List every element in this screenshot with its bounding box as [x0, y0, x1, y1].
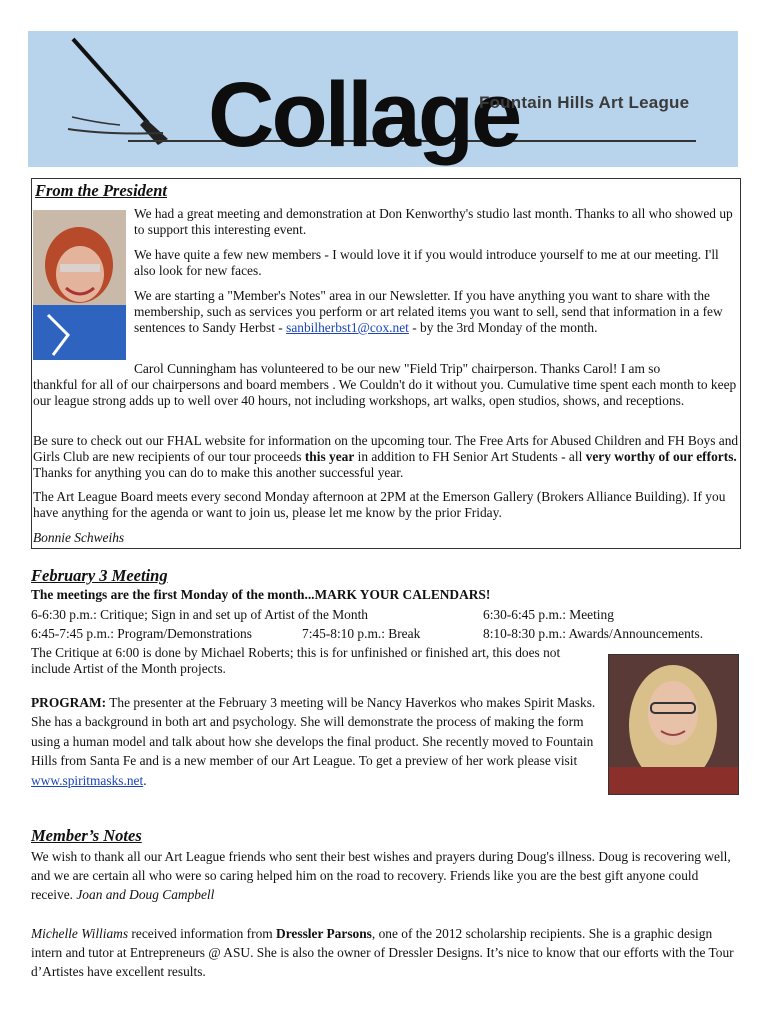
section-heading: February 3 Meeting — [31, 566, 168, 585]
president-paragraph-6: The Art League Board meets every second Monday afternoon at 2PM at the Emerson Gallery (Brokers Alliance Building). If you have anything for the agenda or want to join us, please let me know by the prior Friday. — [33, 489, 726, 520]
president-paragraph-3: We are starting a "Member's Notes" area in our Newsletter. If you have anything you want to share with the membership, such as services you perform or art related items you want to sell, send that information in a few sentences to Sandy Herbst - sanbilherbst1@cox.net - by the 3rd Monday of the month. — [134, 288, 723, 335]
newsletter-title: Collage — [208, 64, 520, 166]
president-paragraph-5: Be sure to check out our FHAL website for information on the upcoming tour. The Free Arts for Abused Children and FH Boys and Girls Club are new recipients of our tour proceeds this year in addition to FH Senior Art Students - all very worthy of our efforts. Thanks for anything you can do to make this another successful year. — [33, 433, 739, 480]
members-note-2: Michelle Williams received information from Dressler Parsons, one of the 2012 scholarship recipients. She is a graphic design intern and tutor at Entrepreneurs @ ASU. She is also the owner of Dressler Designs. It’s nice to know that our efforts with the Tour d’Artistes have excellent results. — [31, 926, 734, 979]
section-heading: From the President — [35, 181, 168, 200]
meeting-subheading: The meetings are the first Monday of the month...MARK YOUR CALENDARS! — [31, 587, 491, 602]
president-paragraph-1: We had a great meeting and demonstration at Don Kenworthy's studio last month. Thanks to all who showed up to support this interesting event. — [134, 206, 733, 237]
schedule-item: 8:10-8:30 p.m.: Awards/Announcements. — [483, 626, 704, 641]
schedule-item: 6:30-6:45 p.m.: Meeting — [483, 607, 614, 622]
president-paragraph-4-rest: thankful for all of our chairpersons and board members . We Couldn't do it without you. Cumulative time spent each month to keep our league strong adds up to well over 40 hours, not including workshops, art walks, open studios, shows, and receptions. — [33, 377, 737, 408]
schedule-item: 6:45-7:45 p.m.: Program/Demonstrations — [31, 626, 252, 641]
program-paragraph: PROGRAM: The presenter at the February 3 meeting will be Nancy Haverkos who makes Spirit Masks. She has a background in both art and psychology. She will demonstrate the process of making the form using a human model and talk about how she develops the final product. She recently moved to Fountain Hills from Santa Fe and is a new member of our Art League. To get a preview of her work please visit www.spiritmasks.net. — [31, 695, 596, 788]
president-paragraph-2: We have quite a few new members - I would love it if you would introduce yourself to me at our meeting. I'll also look for new faces. — [134, 247, 719, 278]
president-signature: Bonnie Schweihs — [33, 530, 125, 545]
president-section — [31, 178, 741, 549]
organization-name: Fountain Hills Art League — [479, 93, 690, 112]
masthead-banner — [28, 31, 738, 167]
spiritmasks-link[interactable]: www.spiritmasks.net — [31, 772, 144, 788]
email-link[interactable]: sanbilherbst1@cox.net — [286, 320, 409, 335]
president-paragraph-4-start: Carol Cunningham has volunteered to be our new "Field Trip" chairperson. Thanks Carol! I am so — [134, 361, 661, 376]
members-note-1: We wish to thank all our Art League friends who sent their best wishes and prayers during Doug's illness. Doug is recovering well, and we are certain all who were so caring helped him on the road to recovery. Friends like you are the best gift anyone could receive. Joan and Doug Campbell — [31, 849, 731, 902]
section-heading: Member’s Notes — [31, 826, 142, 845]
presenter-photo — [608, 654, 739, 795]
president-photo — [33, 210, 126, 360]
schedule-item: 7:45-8:10 p.m.: Break — [302, 626, 421, 641]
schedule-item: 6-6:30 p.m.: Critique; Sign in and set up of Artist of the Month — [31, 607, 368, 622]
critique-note: The Critique at 6:00 is done by Michael Roberts; this is for unfinished or finished art, this does not include Artist of the Month projects. — [31, 645, 561, 676]
